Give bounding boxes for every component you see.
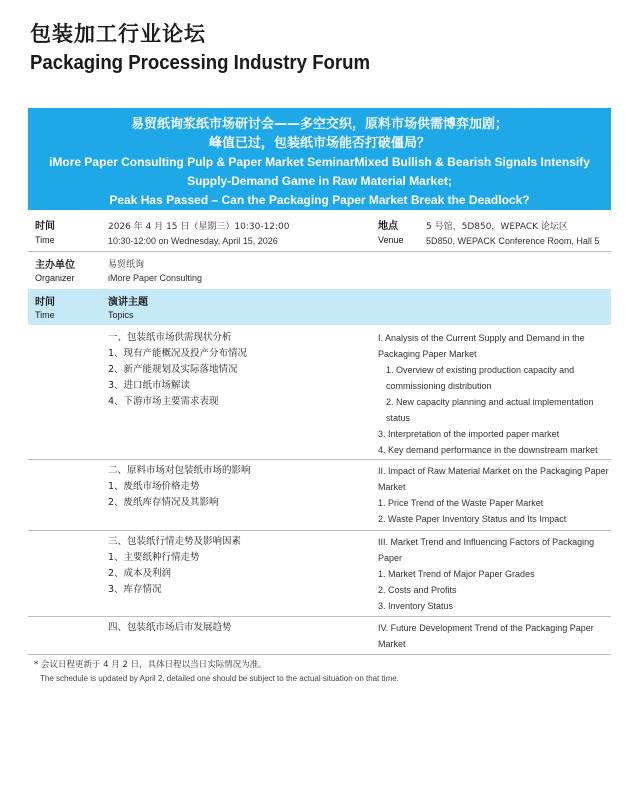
list-item: II. Impact of Raw Material Market on the Packaging Paper Market [378, 466, 609, 492]
list-item: 一、包装纸市场供需现状分析 [108, 332, 232, 343]
organizer-value-en: iMore Paper Consulting [108, 273, 203, 283]
topics-label-zh: 演讲主题 [108, 297, 148, 308]
section-3-en [378, 534, 618, 614]
list-item: 1. Market Trend of Major Paper Grades [378, 569, 535, 579]
divider [28, 459, 611, 460]
divider [28, 654, 611, 655]
list-item: 3、库存情况 [108, 584, 162, 595]
banner-zh-line-2: 峰值已过，包装纸市场能否打破僵局？ [208, 136, 430, 151]
list-item: I. Analysis of the Current Supply and Demand in the Packaging Paper Market [378, 333, 585, 359]
time-label-en: Time [35, 235, 55, 245]
organizer-label-zh: 主办单位 [35, 260, 75, 271]
list-item: 2、新产能规划及实际落地情况 [108, 364, 238, 375]
list-item: 2、成本及利润 [108, 568, 172, 579]
section-3-zh [108, 534, 241, 598]
list-item: 2. New capacity planning and actual implementation status [386, 397, 594, 423]
banner-zh-line-1: 易贸纸询浆纸市场研讨会——多空交织，原料市场供需博弈加剧； [130, 117, 508, 132]
list-item: 3、进口纸市场解读 [108, 380, 191, 391]
list-item: 3. Interpretation of the imported paper market [378, 429, 560, 439]
organizer-label-en: Organizer [35, 273, 75, 283]
banner-en-line-3: Peak Has Passed – Can the Packaging Paper Market Break the Deadlock? [109, 193, 530, 207]
time-value-en: 10:30-12:00 on Wednesday, April 15, 2026 [108, 236, 278, 246]
list-item: 二、原料市场对包装纸市场的影响 [108, 465, 251, 476]
venue-value-zh: 5 号馆，5D850，WEPACK 论坛区 [426, 222, 568, 232]
list-item: 1. Overview of existing production capacity and commissioning distribution [386, 365, 575, 391]
venue-label-zh: 地点 [378, 221, 398, 232]
list-item: 2、废纸库存情况及其影响 [108, 497, 219, 508]
list-item: 4、下游市场主要需求表现 [108, 396, 219, 407]
seminar-banner [28, 108, 611, 210]
section-1-en [378, 330, 618, 458]
banner-en-line-1: iMore Paper Consulting Pulp & Paper Market SeminarMixed Bullish & Bearish Signals Intensify [49, 155, 590, 169]
divider [28, 251, 611, 252]
list-item: 3. Inventory Status [378, 601, 454, 611]
list-item: 1、废纸市场价格走势 [108, 481, 200, 492]
list-item: 1、现有产能概况及投产分布情况 [108, 348, 248, 359]
section-2-en [378, 463, 618, 527]
list-item: 三、包装纸行情走势及影响因素 [108, 536, 242, 547]
section-1-zh [108, 330, 247, 410]
title-en: Packaging Processing Industry Forum [30, 52, 371, 74]
section-2-zh [108, 463, 251, 511]
footnote-en: The schedule is updated by April 2, detailed one should be subject to the actual situation on that time. [40, 674, 399, 683]
topics-time-label-en: Time [35, 310, 55, 320]
document-header [30, 18, 396, 75]
organizer-value-zh: 易贸纸询 [108, 260, 145, 270]
list-item: IV. Future Development Trend of the Packaging Paper Market [378, 623, 594, 649]
title-zh: 包装加工行业论坛 [30, 22, 206, 46]
section-4-zh [108, 620, 232, 636]
venue-value-en: 5D850, WEPACK Conference Room, Hall 5 [426, 236, 600, 246]
list-item: 2. Waste Paper Inventory Status and Its Impact [378, 514, 567, 524]
list-item: 2. Costs and Profits [378, 585, 457, 595]
footnote-zh: * 会议日程更新于 4 月 2 日，具体日程以当日实际情况为准。 [34, 660, 267, 670]
divider [28, 530, 611, 531]
time-label-zh: 时间 [35, 221, 55, 232]
list-item: III. Market Trend and Influencing Factors of Packaging Paper [378, 537, 595, 563]
banner-en-line-2: Supply-Demand Game in Raw Material Market; [187, 174, 452, 188]
topics-header-row [28, 289, 611, 325]
divider [28, 616, 611, 617]
topics-label-en: Topics [108, 310, 134, 320]
list-item: 4. Key demand performance in the downstream market [378, 445, 598, 455]
list-item: 1. Price Trend of the Waste Paper Market [378, 498, 544, 508]
section-4-en [378, 620, 618, 652]
venue-label-en: Venue [378, 235, 404, 245]
topics-time-label-zh: 时间 [35, 297, 55, 308]
time-value-zh: 2026 年 4 月 15 日（星期三）10:30-12:00 [108, 222, 290, 232]
list-item: 1、主要纸种行情走势 [108, 552, 200, 563]
list-item: 四、包装纸市场后市发展趋势 [108, 622, 232, 633]
